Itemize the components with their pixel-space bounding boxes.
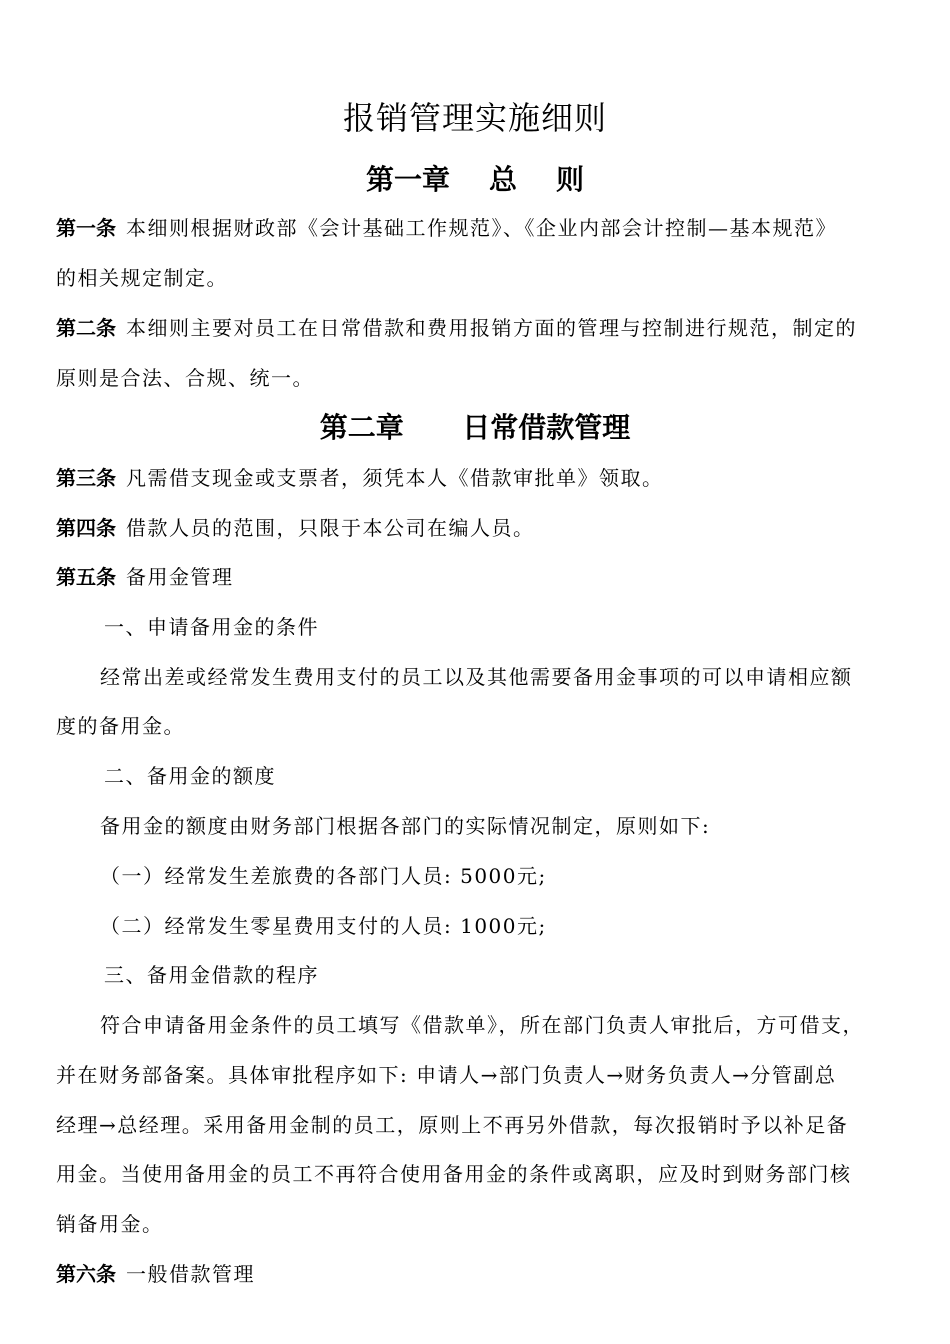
article-2-line-2: 原则是合法、合规、统一。 [56,366,314,390]
article-5-text: 备用金管理 [126,565,234,589]
article-6 [56,1254,906,1294]
section-2-item-2: （二）经常发生零星费用支付的人员: 1000元; [100,914,547,938]
document-title: 报销管理实施细则 [342,99,607,137]
section-1-line-1: 经常出差或经常发生费用支付的员工以及其他需要备用金事项的可以申请相应额 [100,665,853,689]
section-2-line-1: 备用金的额度由财务部门根据各部门的实际情况制定，原则如下: [100,814,711,838]
section-1-line-2: 度的备用金。 [56,714,185,738]
article-4 [56,508,906,548]
section-3-line-2: 并在财务部备案。具体审批程序如下: 申请人→部门负责人→财务负责人→分管副总 [56,1063,837,1087]
article-6-text: 一般借款管理 [126,1262,255,1286]
article-3-number: 第三条 [56,466,116,490]
section-3-line-1: 符合申请备用金条件的员工填写《借款单》，所在部门负责人审批后，方可借支， [100,1013,864,1037]
article-5 [56,557,906,597]
article-1-line-2: 的相关规定制定。 [56,266,228,290]
section-3-line-3: 经理→总经理。采用备用金制的员工，原则上不再另外借款，每次报销时予以补足备 [56,1113,849,1137]
article-2-number: 第二条 [56,316,116,340]
article-1-text: 本细则根据财政部《会计基础工作规范》、《企业内部会计控制—基本规范》 [126,216,837,240]
article-1-line-1 [56,208,906,248]
section-2-title: 二、备用金的额度 [104,764,276,788]
section-3-line-5: 销备用金。 [56,1212,164,1236]
article-3-text: 凡需借支现金或支票者，须凭本人《借款审批单》领取。 [126,466,664,490]
chapter-1-heading: 第一章 总 则 [366,163,584,196]
section-3-line-4: 用金。当使用备用金的员工不再符合使用备用金的条件或离职，应及时到财务部门核 [56,1162,852,1186]
article-2-line-1 [56,308,906,348]
article-4-text: 借款人员的范围，只限于本公司在编人员。 [126,516,535,540]
article-1-number: 第一条 [56,216,116,240]
article-2-text: 本细则主要对员工在日常借款和费用报销方面的管理与控制进行规范，制定的 [126,316,857,340]
chapter-2-heading: 第二章 日常借款管理 [319,411,631,444]
article-3 [56,458,906,498]
section-3-title: 三、备用金借款的程序 [104,963,319,987]
article-5-number: 第五条 [56,565,116,589]
article-6-number: 第六条 [56,1262,116,1286]
section-1-title: 一、申请备用金的条件 [104,615,319,639]
article-4-number: 第四条 [56,516,116,540]
section-2-item-1: （一）经常发生差旅费的各部门人员: 5000元; [100,864,547,888]
